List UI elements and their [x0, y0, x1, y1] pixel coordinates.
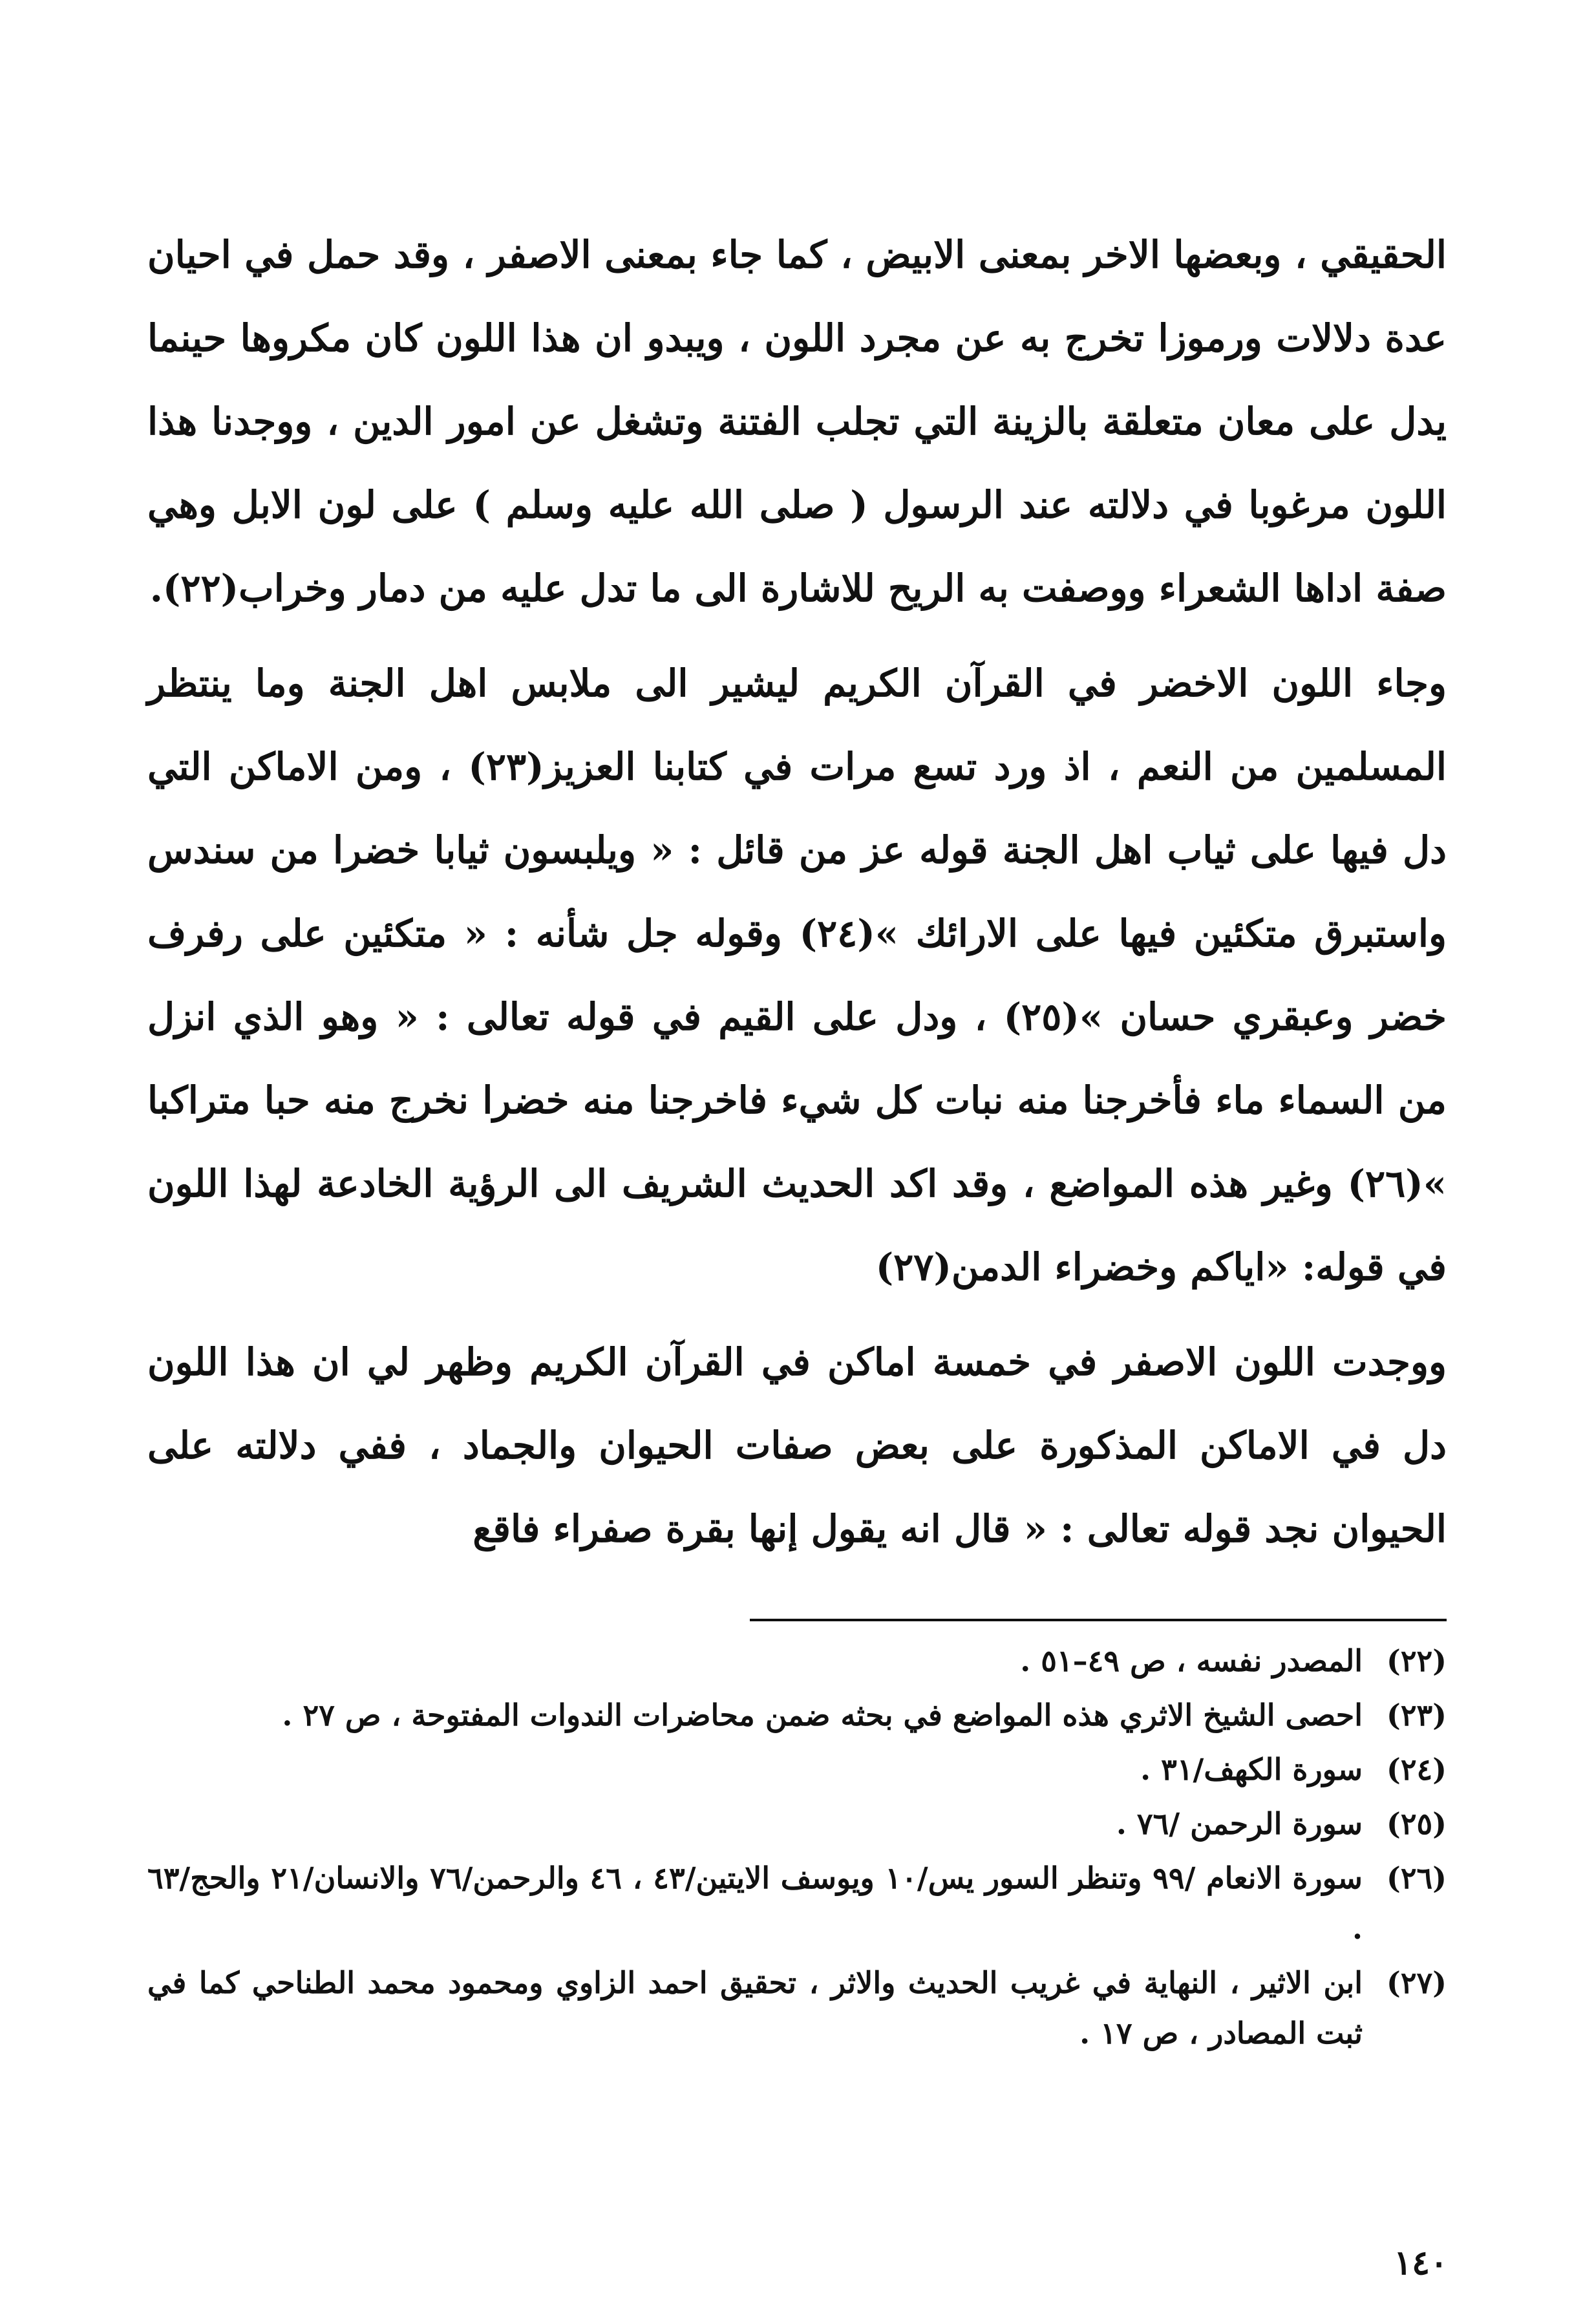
footnote-number: (٢٣)	[1387, 1698, 1447, 1732]
footnote-number: (٢٢)	[1387, 1643, 1447, 1678]
paragraph: ووجدت اللون الاصفر في خمسة اماكن في القرآن الكريم وظهر لي ان هذا اللون دل في الاماكن المذكورة على بعض صفات الحيوان والجماد ، ففي دلالته على الحيوان نجد قوله تعالى : « قال انه يقول إنها بقرة صفراء فاقع	[147, 1340, 1447, 1551]
paragraph: وجاء اللون الاخضر في القرآن الكريم ليشير الى ملابس اهل الجنة وما ينتظر المسلمين من النعم ، اذ ورد تسع مرات في كتابنا العزيز(٢٣) ، ومن الاماكن التي دل فيها على ثياب اهل الجنة قوله عز من قائل : « ويلبسون ثيابا خضرا من سندس واستبرق متكئين فيها على الارائك »(٢٤) وقوله جل شأنه : « متكئين على رفرف خضر وعبقري حسان »(٢٥) ، ودل على القيم في قوله تعالى : « وهو الذي انزل من السماء ماء فأخرجنا منه نبات كل شيء فاخرجنا منه خضرا نخرج منه حبا متراكبا »(٢٦) وغير هذه المواضع ، وقد اكد الحديث الشريف الى الرؤية الخادعة لهذا اللون في قوله: «اياكم وخضراء الدمن(٢٧)	[147, 661, 1447, 1289]
footnote	[147, 1636, 1447, 1686]
footnote-number: (٢٤)	[1387, 1752, 1447, 1787]
footnote-text: سورة الانعام /٩٩ وتنظر السور يس/١٠ ويوسف الايتين/٤٣ ، ٤٦ والرحمن/٧٦ والانسان/٢١ والحج/٦٣ .	[147, 1860, 1363, 1946]
footnote-text: احصى الشيخ الاثري هذه المواضع في بحثه ضمن محاضرات الندوات المفتوحة ، ص ٢٧ .	[282, 1698, 1363, 1732]
main-text	[147, 213, 1447, 1571]
footnote	[147, 1690, 1447, 1740]
page-number: ١٤٠	[1394, 2243, 1448, 2283]
footnote	[147, 1957, 1447, 2058]
footnote-text: سورة الكهف/٣١ .	[1140, 1752, 1363, 1787]
footnote-number: (٢٧)	[1387, 1965, 1447, 2000]
footnote-text: المصدر نفسه ، ص ٤٩–٥١ .	[1020, 1643, 1363, 1678]
footnote-number: (٢٦)	[1387, 1860, 1447, 1895]
footnote	[147, 1798, 1447, 1849]
footnote	[147, 1853, 1447, 1954]
footnote-number: (٢٥)	[1387, 1806, 1447, 1841]
paragraph: الحقيقي ، وبعضها الاخر بمعنى الابيض ، كما جاء بمعنى الاصفر ، وقد حمل في احيان عدة دلالات ورموزا تخرج به عن مجرد اللون ، ويبدو ان هذا اللون كان مكروها حينما يدل على معان متعلقة بالزينة التي تجلب الفتنة وتشغل عن امور الدين ، ووجدنا هذا اللون مرغوبا في دلالته عند الرسول ( صلى الله عليه وسلم ) على لون الابل وهي صفة اداها الشعراء ووصفت به الريح للاشارة الى ما تدل عليه من دمار وخراب(٢٢).	[147, 233, 1447, 610]
footnote-text: سورة الرحمن /٧٦ .	[1116, 1806, 1363, 1841]
footnote-divider	[750, 1619, 1447, 1621]
footnote-text: ابن الاثير ، النهاية في غريب الحديث والاثر ، تحقيق احمد الزاوي ومحمود محمد الطناحي كما في ثبت المصادر ، ص ١٧ .	[147, 1965, 1363, 2051]
footnotes-list	[147, 1636, 1447, 2062]
footnote	[147, 1744, 1447, 1795]
